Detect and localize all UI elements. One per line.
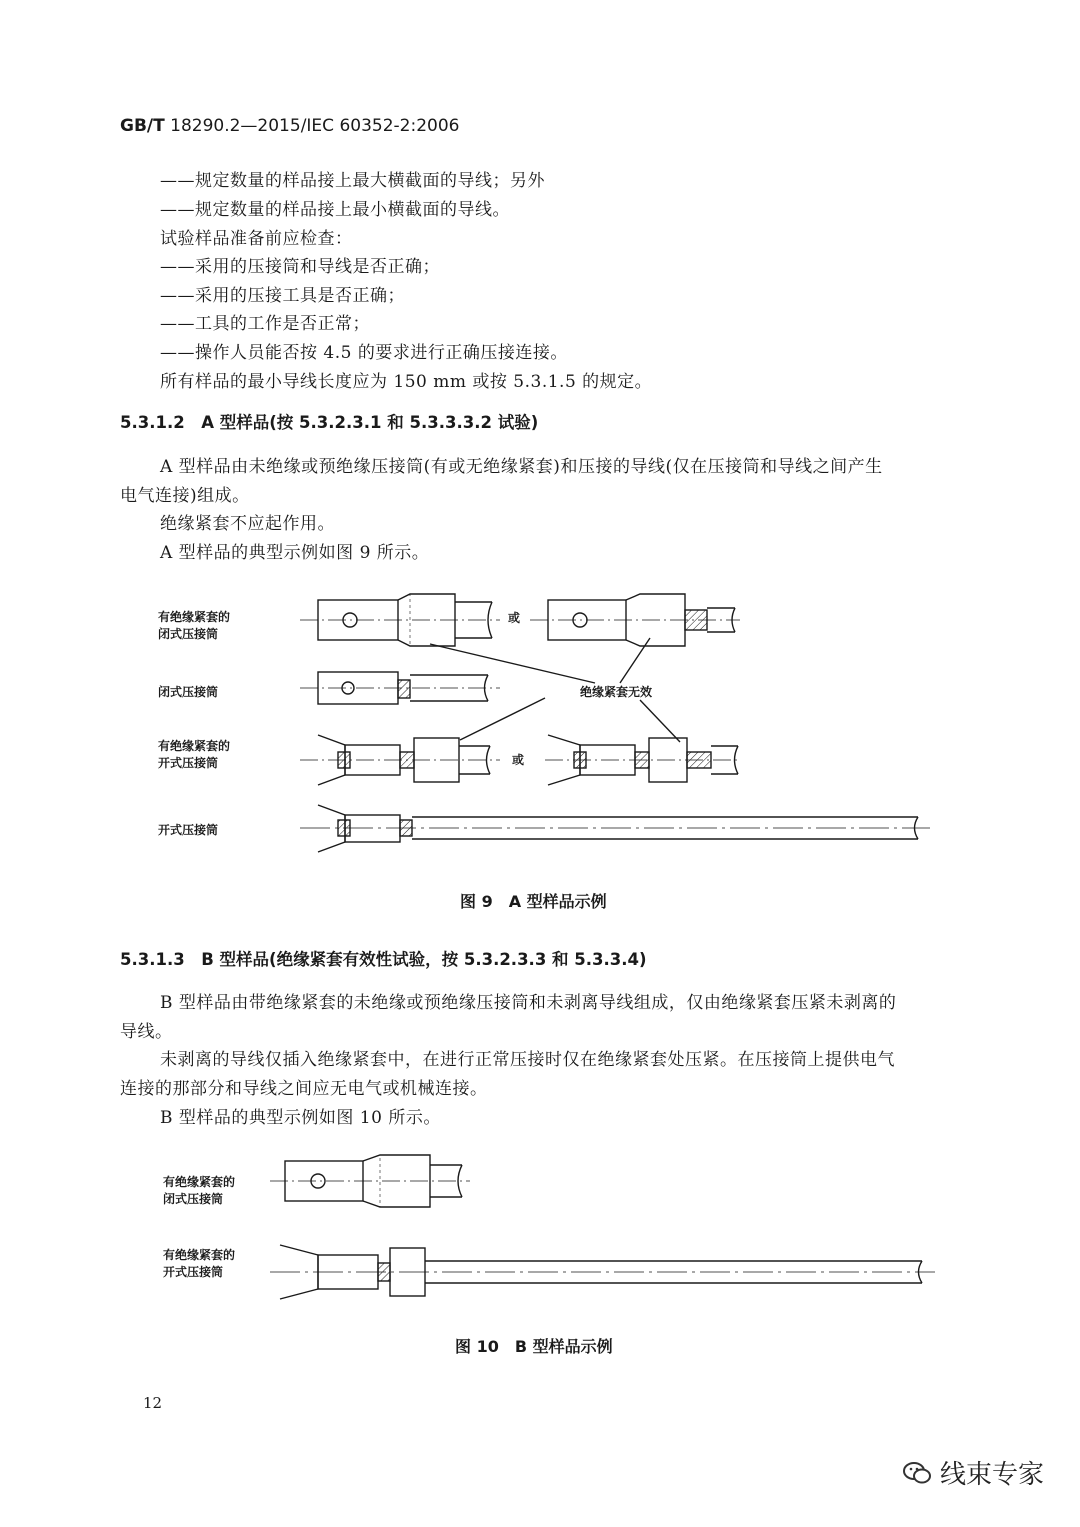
label: 或 <box>508 611 521 625</box>
page-number: 12 <box>143 1394 163 1412</box>
figure-9-caption: 图 9 A 型样品示例 <box>460 892 607 911</box>
watermark-text: 线束专家 <box>939 1460 1044 1490</box>
paragraph: 导线。 <box>120 1022 173 1042</box>
label: 有绝缘紧套的 <box>163 1175 236 1189</box>
list-item: ——采用的压接工具是否正确； <box>160 286 405 306</box>
paragraph: 未剥离的导线仅插入绝缘紧套中，在进行正常压接时仅在绝缘紧套处压紧。在压接筒上提供电气 <box>160 1050 895 1070</box>
paragraph: 连接的那部分和导线之间应无电气或机械连接。 <box>120 1079 488 1099</box>
paragraph: A 型样品由未绝缘或预绝缘压接筒(有或无绝缘紧套)和压接的导线(仅在压接筒和导线之间产生 <box>160 457 883 477</box>
figure-10-diagram <box>0 1145 1080 1315</box>
list-item: ——工具的工作是否正常； <box>160 314 370 334</box>
label: 开式压接筒 <box>163 1265 224 1279</box>
section-heading-a: 5.3.1.2 A 型样品(按 5.3.2.3.1 和 5.3.3.3.2 试验) <box>120 413 539 432</box>
paragraph: B 型样品的典型示例如图 10 所示。 <box>160 1108 441 1128</box>
figure-9-diagram <box>0 580 1080 870</box>
standard-number: 18290.2—2015/IEC 60352-2:2006 <box>170 116 460 136</box>
list-item: ——采用的压接筒和导线是否正确； <box>160 257 440 277</box>
label: 闭式压接筒 <box>158 685 219 699</box>
paragraph: 所有样品的最小导线长度应为 150 mm 或按 5.3.1.5 的规定。 <box>160 372 653 392</box>
paragraph: 电气连接)组成。 <box>120 486 250 506</box>
label: 有绝缘紧套的 <box>158 610 231 624</box>
label: 绝缘紧套无效 <box>580 685 653 699</box>
list-item: ——操作人员能否按 4.5 的要求进行正确压接连接。 <box>160 343 568 363</box>
label: 闭式压接筒 <box>163 1192 224 1206</box>
paragraph: 试验样品准备前应检查： <box>160 229 353 249</box>
watermark <box>902 1454 1044 1491</box>
label: 闭式压接筒 <box>158 627 219 641</box>
figure-10-caption: 图 10 B 型样品示例 <box>455 1337 613 1356</box>
list-item: ——规定数量的样品接上最小横截面的导线。 <box>160 200 510 220</box>
paragraph: 绝缘紧套不应起作用。 <box>160 514 335 534</box>
paragraph: B 型样品由带绝缘紧套的未绝缘或预绝缘压接筒和未剥离导线组成，仅由绝缘紧套压紧未剥离的 <box>160 993 897 1013</box>
wechat-icon <box>902 1460 932 1486</box>
document-header <box>120 116 459 136</box>
label: 开式压接筒 <box>158 756 219 770</box>
list-item: ——规定数量的样品接上最大横截面的导线；另外 <box>160 171 545 191</box>
paragraph: A 型样品的典型示例如图 9 所示。 <box>160 543 430 563</box>
label: 有绝缘紧套的 <box>158 739 231 753</box>
label: 开式压接筒 <box>158 823 219 837</box>
standard-code: GB/T <box>120 116 165 136</box>
section-heading-b: 5.3.1.3 B 型样品(绝缘紧套有效性试验，按 5.3.2.3.3 和 5.3.3.4) <box>120 950 647 969</box>
label: 有绝缘紧套的 <box>163 1248 236 1262</box>
label: 或 <box>512 753 525 767</box>
